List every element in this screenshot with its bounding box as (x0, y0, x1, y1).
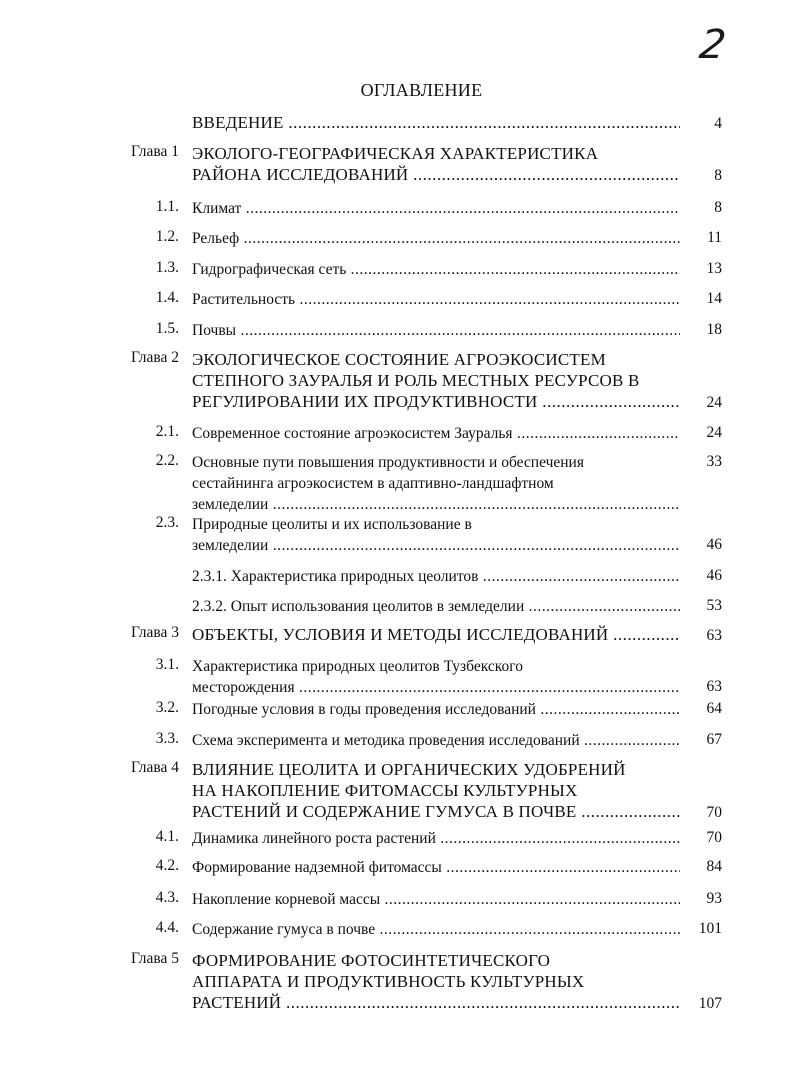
toc-title-line: Природные цеолиты и их использование в (192, 516, 472, 533)
toc-entry-label: 1.1. (155, 198, 179, 215)
toc-page-number: 64 (706, 700, 722, 717)
toc-title-line: Основные пути повышения продуктивности и обеспечения (192, 454, 584, 471)
toc-page-number: 70 (706, 804, 722, 821)
toc-entry-label: Глава 2 (130, 349, 179, 366)
toc-entry-title (192, 452, 680, 515)
toc-title-line: Растительность ..... (192, 289, 680, 310)
toc-title-line: Современное состояние агроэкосистем Зауралья ..... (192, 423, 680, 444)
toc-entry-label: Глава 1 (130, 143, 179, 160)
toc-entry-title (192, 423, 680, 444)
toc-title-line: месторождения ..... (192, 677, 680, 698)
toc-entry-label: 4.3. (155, 889, 179, 906)
toc-page-number: 46 (706, 567, 722, 584)
toc-entry-label: 2.1. (155, 423, 179, 440)
toc-entry-label: 1.3. (155, 259, 179, 276)
toc-page-number: 46 (706, 536, 722, 553)
toc-entry-label: 1.5. (155, 320, 179, 337)
toc-title-line: РАЙОНА ИССЛЕДОВАНИЙ ..... (192, 164, 680, 185)
toc-entry-title (192, 950, 680, 1013)
toc-page-number: 8 (714, 167, 722, 184)
toc-title-line: Формирование надземной фитомассы ..... (192, 857, 680, 878)
toc-entry-title (192, 566, 680, 587)
toc-entry-label: 4.2. (155, 857, 179, 874)
toc-title-line: ФОРМИРОВАНИЕ ФОТОСИНТЕТИЧЕСКОГО (192, 951, 551, 970)
toc-entry-title (192, 514, 680, 556)
toc-entry-label: 1.4. (155, 289, 179, 306)
toc-page-number: 4 (714, 115, 722, 132)
toc-title-line: ВВЕДЕНИЕ ..... (192, 112, 680, 133)
toc-title-line: Характеристика природных цеолитов Тузбекского (192, 658, 523, 675)
toc-page-number: 11 (707, 229, 722, 246)
toc-title-line: Динамика линейного роста растений ..... (192, 828, 680, 849)
toc-title-line: ОБЪЕКТЫ, УСЛОВИЯ И МЕТОДЫ ИССЛЕДОВАНИЙ ..... (192, 624, 680, 645)
toc-page-number: 53 (706, 597, 722, 614)
toc-page-number: 84 (706, 858, 722, 875)
toc-page-number: 33 (706, 453, 722, 470)
toc-entry-label: 3.2. (155, 699, 179, 716)
toc-entry-title (192, 828, 680, 849)
toc-entry-label: 4.4. (155, 919, 179, 936)
toc-page-number: 70 (706, 829, 722, 846)
toc-title-line: АППАРАТА И ПРОДУКТИВНОСТЬ КУЛЬТУРНЫХ (192, 972, 585, 991)
toc-title-line: Схема эксперимента и методика проведения исследований ..... (192, 730, 680, 751)
toc-title-line: ЭКОЛОГИЧЕСКОЕ СОСТОЯНИЕ АГРОЭКОСИСТЕМ (192, 350, 606, 369)
toc-title-line: земледелии ..... (192, 535, 680, 556)
toc-title-line: 2.3.1. Характеристика природных цеолитов ..... (192, 566, 680, 587)
toc-entry-label: 1.2. (155, 228, 179, 245)
toc-entry-label: 4.1. (155, 828, 179, 845)
toc-title-line: ЭКОЛОГО-ГЕОГРАФИЧЕСКАЯ ХАРАКТЕРИСТИКА (192, 144, 599, 163)
toc-page-number: 63 (706, 678, 722, 695)
toc-entry-title (192, 143, 680, 185)
toc-page-number: 67 (706, 731, 722, 748)
toc-page-number: 63 (706, 627, 722, 644)
toc-page-number: 93 (706, 890, 722, 907)
toc-entry-title (192, 857, 680, 878)
toc-title-line: РАСТЕНИЙ ..... (192, 992, 680, 1013)
toc-title-line: Погодные условия в годы проведения исследований ..... (192, 699, 680, 720)
toc-entry-title (192, 889, 680, 910)
toc-title-line: Почвы ..... (192, 320, 680, 341)
toc-page-number: 18 (706, 321, 722, 338)
toc-entry-title (192, 320, 680, 341)
toc-title-line: 2.3.2. Опыт использования цеолитов в земледелии ..... (192, 596, 680, 617)
toc-entry-label: 2.2. (155, 452, 179, 469)
toc-page-number: 24 (706, 394, 722, 411)
toc-entry-label: 3.1. (155, 656, 179, 673)
toc-entry-title (192, 699, 680, 720)
toc-title-line: земледелии ..... (192, 494, 680, 515)
toc-entry-label: 3.3. (155, 730, 179, 747)
toc-page-number: 101 (698, 920, 722, 937)
toc-page-number: 8 (714, 199, 722, 216)
handwritten-page-number: 2 (696, 22, 729, 68)
toc-entry-label: Глава 5 (130, 950, 179, 967)
toc-entry-title (192, 656, 680, 698)
toc-title-line: НА НАКОПЛЕНИЕ ФИТОМАССЫ КУЛЬТУРНЫХ (192, 781, 578, 800)
toc-entry-title (192, 198, 680, 219)
toc-page-number: 107 (698, 995, 722, 1012)
toc-entry-title (192, 259, 680, 280)
toc-entry-title (192, 919, 680, 940)
toc-heading: ОГЛАВЛЕНИЕ (360, 80, 483, 100)
toc-title-line: РЕГУЛИРОВАНИИ ИХ ПРОДУКТИВНОСТИ ..... (192, 391, 680, 412)
toc-entry-label: Глава 4 (130, 759, 179, 776)
toc-title-line: Климат ..... (192, 198, 680, 219)
toc-page-number: 14 (706, 290, 722, 307)
toc-entry-title (192, 289, 680, 310)
toc-entry-title (192, 349, 680, 412)
toc-entry-title (192, 596, 680, 617)
toc-entry-title (192, 730, 680, 751)
toc-title-line: СТЕПНОГО ЗАУРАЛЬЯ И РОЛЬ МЕСТНЫХ РЕСУРСОВ В (192, 371, 640, 390)
toc-entry-label: 2.3. (155, 514, 179, 531)
toc-entry-label: Глава 3 (130, 624, 179, 641)
toc-title-line: Гидрографическая сеть ..... (192, 259, 680, 280)
toc-title-line: Рельеф ..... (192, 228, 680, 249)
toc-title-line: ВЛИЯНИЕ ЦЕОЛИТА И ОРГАНИЧЕСКИХ УДОБРЕНИЙ (192, 760, 626, 779)
toc-entry-title (192, 624, 680, 645)
toc-entry-title (192, 112, 680, 133)
toc-title-line: Накопление корневой массы ..... (192, 889, 680, 910)
toc-page-number: 13 (706, 260, 722, 277)
toc-title-line: РАСТЕНИЙ И СОДЕРЖАНИЕ ГУМУСА В ПОЧВЕ ..... (192, 801, 680, 822)
toc-title-line: Содержание гумуса в почве ..... (192, 919, 680, 940)
toc-page-number: 24 (706, 424, 722, 441)
toc-title-line: сестайнинга агроэкосистем в адаптивно-ландшафтном (192, 475, 554, 492)
toc-entry-title (192, 228, 680, 249)
toc-entry-title (192, 759, 680, 822)
